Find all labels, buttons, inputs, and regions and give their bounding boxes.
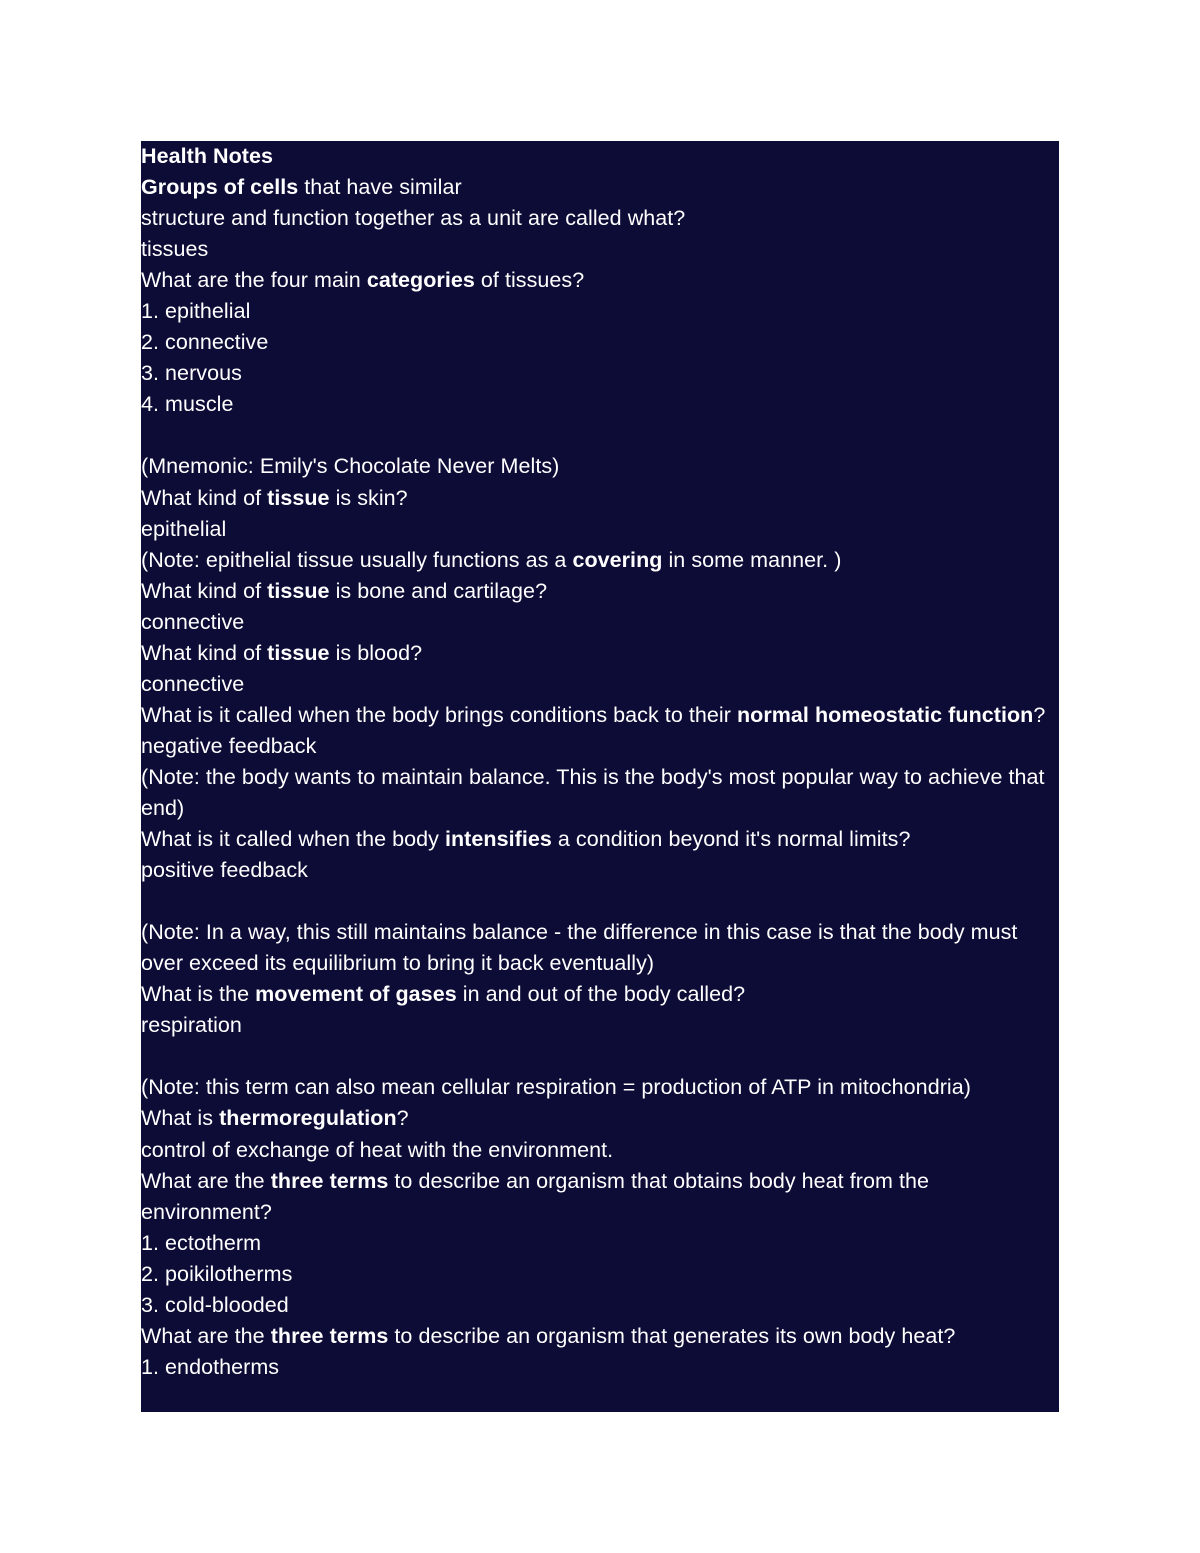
note-line <box>141 172 1057 203</box>
note-line <box>141 917 1057 979</box>
note-text: What are the <box>141 1323 271 1348</box>
note-line <box>141 1352 1057 1383</box>
note-line <box>141 1010 1057 1041</box>
note-text: What are the four main <box>141 268 367 293</box>
page-title: Health Notes <box>141 144 274 168</box>
note-text: (Note: In a way, this still maintains balance - the difference in this case is that the body must over exceed its equilibrium to bring it back eventually) <box>141 920 1018 976</box>
note-text: 3. cold-blooded <box>141 1292 289 1317</box>
note-line <box>141 265 1057 296</box>
note-line <box>141 607 1057 638</box>
note-line <box>141 669 1057 700</box>
note-line <box>141 731 1057 762</box>
bold-term: three terms <box>270 1168 389 1193</box>
note-text: What kind of <box>141 578 268 603</box>
note-text: 1. endotherms <box>141 1354 280 1379</box>
note-text: (Note: epithelial tissue usually functions as a <box>141 547 573 572</box>
note-line <box>141 483 1057 514</box>
note-text: (Note: the body wants to maintain balance. This is the body's most popular way to achieve that end) <box>141 764 1045 820</box>
note-line <box>141 1135 1057 1166</box>
note-text: respiration <box>141 1013 242 1038</box>
note-text: in and out of the body called? <box>456 982 746 1007</box>
note-text: ? <box>1033 702 1046 727</box>
bold-term: Groups of cells <box>141 175 299 200</box>
note-text: (Note: this term can also mean cellular respiration = production of ATP in mitochondria) <box>141 1075 971 1100</box>
note-text: structure and function together as a unit are called what? <box>141 206 686 231</box>
note-line <box>141 1290 1057 1321</box>
notes-body <box>141 172 1057 1383</box>
bold-term: three terms <box>270 1323 389 1348</box>
note-text: connective <box>141 671 245 696</box>
note-line <box>141 514 1057 545</box>
note-line <box>141 234 1057 265</box>
note-text: What is it called when the body <box>141 827 445 852</box>
bold-term: tissue <box>267 640 330 665</box>
bold-term: tissue <box>267 485 330 510</box>
note-line <box>141 638 1057 669</box>
note-text: a condition beyond it's normal limits? <box>551 827 911 852</box>
note-line <box>141 1166 1057 1228</box>
note-text: ? <box>396 1106 409 1131</box>
note-line <box>141 545 1057 576</box>
note-text: What is the <box>141 982 256 1007</box>
note-line <box>141 1228 1057 1259</box>
note-text: connective <box>141 609 245 634</box>
note-text: 1. epithelial <box>141 299 251 324</box>
note-text: 1. ectotherm <box>141 1230 262 1255</box>
note-text: of tissues? <box>474 268 585 293</box>
blank-line <box>141 886 1057 917</box>
blank-line <box>141 1041 1057 1072</box>
note-text: negative feedback <box>141 733 317 758</box>
note-line <box>141 824 1057 855</box>
note-text: What is <box>141 1106 220 1131</box>
note-line <box>141 762 1057 824</box>
note-line <box>141 1103 1057 1134</box>
note-text: What are the <box>141 1168 271 1193</box>
note-line <box>141 451 1057 482</box>
bold-term: categories <box>366 268 475 293</box>
note-line <box>141 855 1057 886</box>
note-text: positive feedback <box>141 858 308 883</box>
note-line <box>141 327 1057 358</box>
bold-term: thermoregulation <box>219 1106 397 1131</box>
note-text: control of exchange of heat with the environment. <box>141 1137 614 1162</box>
note-line <box>141 1259 1057 1290</box>
note-text: 4. muscle <box>141 392 234 417</box>
note-text: (Mnemonic: Emily's Chocolate Never Melts) <box>141 454 560 479</box>
note-line <box>141 1321 1057 1352</box>
note-line <box>141 296 1057 327</box>
note-line <box>141 700 1057 731</box>
bold-term: movement of gases <box>255 982 457 1007</box>
bold-term: tissue <box>267 578 330 603</box>
note-text: 2. connective <box>141 330 269 355</box>
bold-term: normal homeostatic function <box>736 702 1034 727</box>
note-line <box>141 389 1057 420</box>
note-text: epithelial <box>141 516 227 541</box>
note-text: What is it called when the body brings conditions back to their <box>141 702 737 727</box>
bold-term: covering <box>572 547 663 572</box>
note-line <box>141 576 1057 607</box>
note-text: that have similar <box>298 175 462 200</box>
note-text: tissues <box>141 237 209 262</box>
note-text: 2. poikilotherms <box>141 1261 293 1286</box>
note-text: is skin? <box>329 485 408 510</box>
note-text: What kind of <box>141 640 268 665</box>
note-text: to describe an organism that generates its own body heat? <box>388 1323 956 1348</box>
note-text: 3. nervous <box>141 361 242 386</box>
note-text: to describe an organism that obtains body heat from the environment? <box>141 1168 929 1224</box>
note-line <box>141 1072 1057 1103</box>
note-text: is blood? <box>329 640 423 665</box>
note-line <box>141 203 1057 234</box>
note-text: is bone and cartilage? <box>329 578 548 603</box>
note-line <box>141 979 1057 1010</box>
notes-page <box>141 141 1059 1412</box>
bold-term: intensifies <box>444 827 552 852</box>
note-text: in some manner. ) <box>662 547 842 572</box>
blank-line <box>141 420 1057 451</box>
note-line <box>141 358 1057 389</box>
note-text: What kind of <box>141 485 268 510</box>
